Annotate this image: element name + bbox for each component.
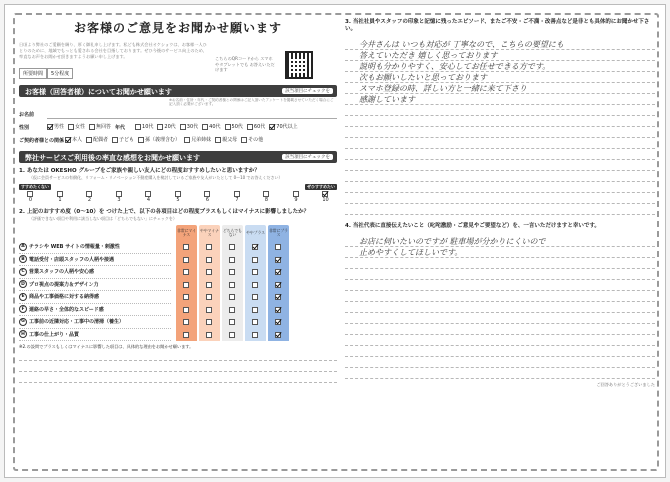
- scale-option[interactable]: [86, 191, 93, 203]
- checkbox[interactable]: [275, 319, 281, 325]
- rating-cell: [222, 266, 243, 279]
- rating-cell: [199, 291, 220, 304]
- age-option[interactable]: [157, 123, 175, 130]
- checkbox[interactable]: [275, 257, 281, 263]
- q3-text: 3. 当社社員やスタッフの印象と記憶に残ったエピソード、またご不安・ご不満・改善点など是非とも具体的にお聞かせ下さい。: [345, 19, 650, 32]
- answer-line[interactable]: [345, 171, 655, 182]
- checkbox[interactable]: [206, 332, 212, 338]
- checkbox[interactable]: [206, 257, 212, 263]
- scale-option[interactable]: [57, 191, 64, 203]
- checkbox[interactable]: [145, 191, 151, 197]
- rating-cell: [245, 329, 266, 342]
- checkbox[interactable]: [183, 244, 189, 250]
- rating-cell: [245, 254, 266, 267]
- rating-cell: [268, 279, 289, 292]
- rating-cell: [199, 316, 220, 329]
- q4-answer: [345, 236, 655, 379]
- rating-item: [19, 316, 171, 329]
- scale-option[interactable]: [322, 191, 329, 203]
- rating-cell: [176, 266, 197, 279]
- answer-line[interactable]: [345, 368, 655, 379]
- answer-line[interactable]: [345, 160, 655, 171]
- answer-line[interactable]: [345, 149, 655, 160]
- checkbox[interactable]: [206, 244, 212, 250]
- rating-cell: [199, 241, 220, 254]
- scale-option[interactable]: [234, 191, 241, 203]
- checkbox[interactable]: [263, 191, 269, 197]
- age-label: 年代: [115, 125, 126, 131]
- q2-text: 2. 上記のおすすめ度（0〜10）を つけた上で、以下の各項目はどの程度プラスもしくはマイナスに影響しましたか？: [19, 209, 310, 215]
- rating-cell: [268, 291, 289, 304]
- checkbox[interactable]: [183, 282, 189, 288]
- scale-numbers: [19, 191, 337, 203]
- item-key-badge: F: [19, 305, 27, 313]
- rating-columns: [175, 225, 290, 341]
- age-option[interactable]: [135, 123, 153, 130]
- rating-cell: [176, 241, 197, 254]
- option-label: 孫（義理含む）: [145, 137, 181, 144]
- item-key-badge: D: [19, 280, 27, 288]
- checkbox[interactable]: [65, 137, 71, 143]
- right-column: [345, 19, 655, 388]
- rating-cell: [245, 316, 266, 329]
- age-options: [135, 123, 302, 132]
- left-column: [19, 19, 337, 383]
- scale-option[interactable]: [293, 191, 300, 203]
- checkbox[interactable]: [225, 124, 231, 130]
- rating-cell: [222, 254, 243, 267]
- note-small: ※お名前・住所・年代・ご契約者様との関係はご記入頂いたアンケートを掲載させていただく場合にご記入頂く必要がございます。: [169, 98, 334, 106]
- option-label: 50代: [231, 124, 243, 131]
- relation-option[interactable]: [86, 136, 108, 143]
- checkbox[interactable]: [180, 124, 186, 130]
- item-key-badge: B: [19, 255, 27, 263]
- rating-cell: [176, 304, 197, 317]
- gender-options: [47, 123, 115, 132]
- rating-cell: [176, 329, 197, 342]
- option-label: 親父母: [222, 137, 238, 144]
- gender-option[interactable]: [89, 123, 111, 130]
- rating-cell: [245, 279, 266, 292]
- rating-column: [267, 225, 290, 341]
- checkbox[interactable]: [27, 191, 33, 197]
- answer-line[interactable]: 次もお願いしたいと思っております: [345, 72, 655, 83]
- item-label: 電話受付・店頭スタッフの人柄や接遇: [29, 256, 115, 263]
- rating-cell: [176, 279, 197, 292]
- name-label: お名前: [19, 112, 35, 118]
- checkbox[interactable]: [252, 332, 258, 338]
- rating-item: [19, 329, 171, 342]
- relation-option[interactable]: [138, 136, 180, 143]
- name-field[interactable]: [47, 111, 337, 119]
- answer-line[interactable]: 今井さんは いつも対応が 丁寧なので、こちらの要望にも: [345, 39, 655, 50]
- item-label: 営業スタッフの人柄や安心感: [29, 269, 95, 276]
- answer-line[interactable]: お店に伺いたいのですが 駐車場が分かりにくいので: [345, 236, 655, 247]
- column-header: 非常にプラス: [268, 225, 289, 241]
- checkbox[interactable]: [68, 124, 74, 130]
- age-option[interactable]: [225, 123, 243, 130]
- checkbox[interactable]: [183, 269, 189, 275]
- rating-item: [19, 304, 171, 317]
- scale-number: 9: [294, 197, 298, 203]
- scale-number: 5: [176, 197, 180, 203]
- checkbox[interactable]: [275, 282, 281, 288]
- checkbox[interactable]: [175, 191, 181, 197]
- q4-text: 4. 当社代表に直接伝えたいこと（叱咤激励・ご意見やご要望など）を、一言いただけますと幸いです。: [345, 223, 600, 229]
- checkbox[interactable]: [86, 137, 92, 143]
- answer-line[interactable]: [345, 105, 655, 116]
- checkbox[interactable]: [275, 332, 281, 338]
- relation-row: [19, 136, 337, 145]
- rating-cell: [268, 241, 289, 254]
- scale-option[interactable]: [175, 191, 182, 203]
- answer-line[interactable]: [345, 258, 655, 269]
- rating-cell: [268, 304, 289, 317]
- rating-cell: [222, 304, 243, 317]
- checkbox[interactable]: [206, 319, 212, 325]
- item-key-badge: G: [19, 318, 27, 326]
- scale-number: 4: [146, 197, 151, 203]
- section-bar-service: [19, 151, 337, 163]
- rating-item: [19, 291, 171, 304]
- footer-thanks: ご回答ありがとうございました: [596, 382, 655, 387]
- option-label: 本人: [72, 137, 83, 144]
- checkbox[interactable]: [241, 137, 247, 143]
- option-label: 10代: [142, 124, 154, 131]
- checkbox[interactable]: [252, 257, 258, 263]
- checkbox[interactable]: [229, 332, 235, 338]
- scale-option[interactable]: [204, 191, 211, 203]
- item-label: 連絡の早さ・全体的なスピード感: [29, 306, 104, 313]
- checkbox[interactable]: [116, 191, 122, 197]
- section-title: 弊社サービスご利用後の率直な感想をお聞かせ願います: [25, 154, 200, 162]
- option-label: 70代以上: [276, 124, 298, 131]
- rating-cell: [222, 316, 243, 329]
- checkbox[interactable]: [135, 124, 141, 130]
- item-key-badge: C: [19, 268, 27, 276]
- option-label: 兄弟姉妹: [191, 137, 212, 144]
- checkbox[interactable]: [229, 307, 235, 313]
- checkbox[interactable]: [275, 294, 281, 300]
- rating-cell: [199, 304, 220, 317]
- write-line[interactable]: [19, 372, 337, 383]
- answer-line[interactable]: 答えていただき 嬉しく思っております: [345, 50, 655, 61]
- checkbox[interactable]: [215, 137, 221, 143]
- checkbox[interactable]: [229, 244, 235, 250]
- checkbox[interactable]: [57, 191, 63, 197]
- item-label: プロ視点の提案力＆デザイン力: [29, 281, 99, 288]
- rating-cell: [176, 291, 197, 304]
- checkbox[interactable]: [229, 269, 235, 275]
- option-label: 女性: [75, 124, 86, 131]
- gender-option[interactable]: [68, 123, 85, 130]
- relation-options: [65, 136, 267, 145]
- rating-cell: [245, 241, 266, 254]
- checkbox[interactable]: [47, 124, 53, 130]
- option-label: 40代: [209, 124, 221, 131]
- option-label: 子ども: [119, 137, 135, 144]
- answer-line[interactable]: 止めやすくしてほしいです。: [345, 247, 655, 258]
- item-label: チラシや WEB サイトの情報量・刺激性: [29, 244, 120, 251]
- q1-sub: （仮に会員サービスの有償化、リフォーム・リノベーション不動産購入を検討しているご家族や友人がいたとして 0〜10 でお答えください）: [29, 175, 283, 180]
- scale-option[interactable]: [263, 191, 270, 203]
- page-title: お客様のご意見をお聞かせ願います: [73, 21, 282, 35]
- age-option[interactable]: [180, 123, 198, 130]
- checkbox[interactable]: [322, 191, 328, 197]
- rating-column: [198, 225, 221, 341]
- rating-cell: [199, 329, 220, 342]
- rating-cell: [222, 279, 243, 292]
- rating-item: [19, 279, 171, 292]
- scale-option[interactable]: [27, 191, 34, 203]
- check-note: 該当項目にチェックを: [282, 154, 333, 160]
- checkbox[interactable]: [252, 244, 258, 250]
- answer-line[interactable]: [345, 204, 655, 215]
- option-label: 配偶者: [93, 137, 109, 144]
- name-row: [19, 110, 337, 119]
- relation-option[interactable]: [215, 136, 237, 143]
- option-label: 男性: [54, 124, 65, 131]
- checkbox[interactable]: [89, 124, 95, 130]
- scale-option[interactable]: [116, 191, 123, 203]
- rating-grid: [19, 225, 337, 341]
- checkbox[interactable]: [183, 257, 189, 263]
- rating-cell: [268, 329, 289, 342]
- relation-option[interactable]: [65, 136, 82, 143]
- rating-cell: [176, 254, 197, 267]
- item-label: 工事の仕上がり・品質: [29, 331, 80, 338]
- checkbox[interactable]: [252, 282, 258, 288]
- section-title: お客様（回答者様）についてお聞かせ願います: [25, 88, 172, 96]
- q3-answer: [345, 39, 655, 215]
- answer-line[interactable]: [345, 280, 655, 291]
- answer-line[interactable]: [345, 138, 655, 149]
- checkbox[interactable]: [234, 191, 240, 197]
- checkbox[interactable]: [206, 282, 212, 288]
- rating-column: [221, 225, 244, 341]
- scale-number: 6: [205, 197, 210, 203]
- rating-cell: [268, 316, 289, 329]
- write-line[interactable]: [19, 350, 337, 361]
- checkbox[interactable]: [229, 319, 235, 325]
- check-note: 該当項目にチェックを: [282, 88, 333, 94]
- section-bar-respondent: [19, 85, 337, 97]
- rating-cell: [199, 266, 220, 279]
- answer-line[interactable]: 説明も分かりやすく、安心してお任せできる方です。: [345, 61, 655, 72]
- checkbox[interactable]: [229, 257, 235, 263]
- answer-line[interactable]: 感謝しています: [345, 94, 655, 105]
- q2-note: ※2.の設問でプラスもしくはマイナスに影響した項目は、具体的な理由をお聞かせ願います。: [19, 344, 194, 349]
- option-label: その他: [248, 137, 264, 144]
- answer-line[interactable]: [345, 127, 655, 138]
- survey-sheet: [4, 4, 666, 478]
- gender-age-row: [19, 123, 337, 132]
- item-label: 工事前の近隣対応・工事中の清掃（養生）: [29, 319, 125, 326]
- time-value: 5分程度: [47, 68, 73, 79]
- checkbox[interactable]: [202, 124, 208, 130]
- rating-cell: [199, 254, 220, 267]
- qr-code-icon[interactable]: [285, 51, 313, 79]
- gender-label: 性別: [19, 125, 30, 131]
- nps-scale: [19, 184, 337, 204]
- checkbox[interactable]: [204, 191, 210, 197]
- checkbox[interactable]: [206, 269, 212, 275]
- rating-cell: [268, 254, 289, 267]
- checkbox[interactable]: [206, 294, 212, 300]
- age-option[interactable]: [247, 123, 265, 130]
- answer-line[interactable]: [345, 324, 655, 335]
- intro-text: 日頃より弊社のご愛顧を賜り、厚く御礼申し上げます。私ども株式会社オケショウは、お客様一人ひとりのために、地域でもっとも愛される会社を目指しております。ぜひ今後のサービス向上のため、率直なお声をお聞かせ頂きますようお願い申し上げます。: [19, 42, 207, 59]
- rating-item: [19, 241, 171, 254]
- rating-cell: [268, 266, 289, 279]
- item-label: 商品や工事価格に対する納得感: [29, 294, 100, 301]
- scale-number: 1: [58, 197, 62, 203]
- checkbox[interactable]: [252, 307, 258, 313]
- rating-items: [19, 225, 171, 341]
- rating-cell: [245, 304, 266, 317]
- answer-line[interactable]: [345, 302, 655, 313]
- item-key-badge: H: [19, 330, 27, 338]
- checkbox[interactable]: [269, 124, 275, 130]
- checkbox[interactable]: [183, 332, 189, 338]
- rating-cell: [222, 291, 243, 304]
- rating-cell: [245, 291, 266, 304]
- checkbox[interactable]: [138, 137, 144, 143]
- scale-right-label: ぜひすすめたい: [306, 184, 335, 189]
- checkbox[interactable]: [252, 319, 258, 325]
- answer-line[interactable]: [345, 291, 655, 302]
- checkbox[interactable]: [275, 269, 281, 275]
- rating-cell: [176, 316, 197, 329]
- q2-sub: （評価できない項目や利用に該当しない項目は「どちらでもない」にチェックを）: [29, 216, 177, 221]
- option-label: 60代: [253, 124, 266, 131]
- checkbox[interactable]: [157, 124, 163, 130]
- rating-cell: [199, 279, 220, 292]
- qr-note: こちらのQRコードから スマホやタブレットでも お答えいただけます: [215, 56, 275, 72]
- answer-line[interactable]: [345, 182, 655, 193]
- checkbox[interactable]: [229, 294, 235, 300]
- relation-option[interactable]: [112, 136, 134, 143]
- rating-item: [19, 266, 171, 279]
- answer-line[interactable]: [345, 269, 655, 280]
- relation-label: ご契約者様との関係: [19, 138, 65, 144]
- column-header: ややマイナス: [199, 225, 220, 241]
- checkbox[interactable]: [112, 137, 118, 143]
- rating-column: [175, 225, 198, 341]
- column-header: ややプラス: [245, 225, 266, 241]
- scale-option[interactable]: [145, 191, 152, 203]
- relation-option[interactable]: [184, 136, 211, 143]
- checkbox[interactable]: [183, 319, 189, 325]
- age-option[interactable]: [269, 123, 297, 130]
- gender-option[interactable]: [47, 123, 64, 130]
- checkbox[interactable]: [275, 307, 281, 313]
- rating-cell: [222, 329, 243, 342]
- checkbox[interactable]: [275, 244, 281, 250]
- scale-number: 3: [117, 197, 121, 203]
- rating-cell: [245, 266, 266, 279]
- option-label: 30代: [186, 124, 199, 131]
- answer-line[interactable]: スマホ登録の時、詳しい方と一緒に来て下さり: [345, 83, 655, 94]
- q1-text: 1. あなたは OKESHO グループをご家族や親しい友人にどの程度おすすめしたいと思いますか？: [19, 168, 260, 174]
- answer-line[interactable]: [345, 346, 655, 357]
- rating-column: [244, 225, 267, 341]
- age-option[interactable]: [202, 123, 220, 130]
- checkbox[interactable]: [183, 307, 189, 313]
- checkbox[interactable]: [252, 294, 258, 300]
- rating-item: [19, 254, 171, 267]
- checkbox[interactable]: [86, 191, 92, 197]
- column-header: 非常にマイナス: [176, 225, 197, 241]
- checkbox[interactable]: [252, 269, 258, 275]
- checkbox[interactable]: [229, 282, 235, 288]
- option-label: 20代: [164, 124, 176, 131]
- answer-line[interactable]: [345, 193, 655, 204]
- scale-left-label: すすめたくない: [21, 184, 50, 189]
- checkbox[interactable]: [206, 307, 212, 313]
- column-header: どちらでもない: [222, 225, 243, 241]
- relation-option[interactable]: [241, 136, 263, 143]
- scale-number: 2: [87, 197, 92, 203]
- scale-number: 10: [322, 197, 329, 203]
- scale-number: 0: [28, 197, 33, 203]
- time-label: 所要時間: [19, 68, 47, 79]
- checkbox[interactable]: [184, 137, 190, 143]
- checkbox[interactable]: [183, 294, 189, 300]
- answer-line[interactable]: [345, 313, 655, 324]
- checkbox[interactable]: [247, 124, 253, 130]
- answer-line[interactable]: [345, 357, 655, 368]
- scale-number: 7: [235, 197, 239, 203]
- item-key-badge: E: [19, 293, 27, 301]
- answer-line[interactable]: [345, 116, 655, 127]
- answer-line[interactable]: [345, 335, 655, 346]
- rating-cell: [222, 241, 243, 254]
- write-line[interactable]: [19, 361, 337, 372]
- checkbox[interactable]: [293, 191, 299, 197]
- option-label: 無回答: [96, 124, 112, 131]
- scale-number: 8: [264, 197, 269, 203]
- item-key-badge: A: [19, 243, 27, 251]
